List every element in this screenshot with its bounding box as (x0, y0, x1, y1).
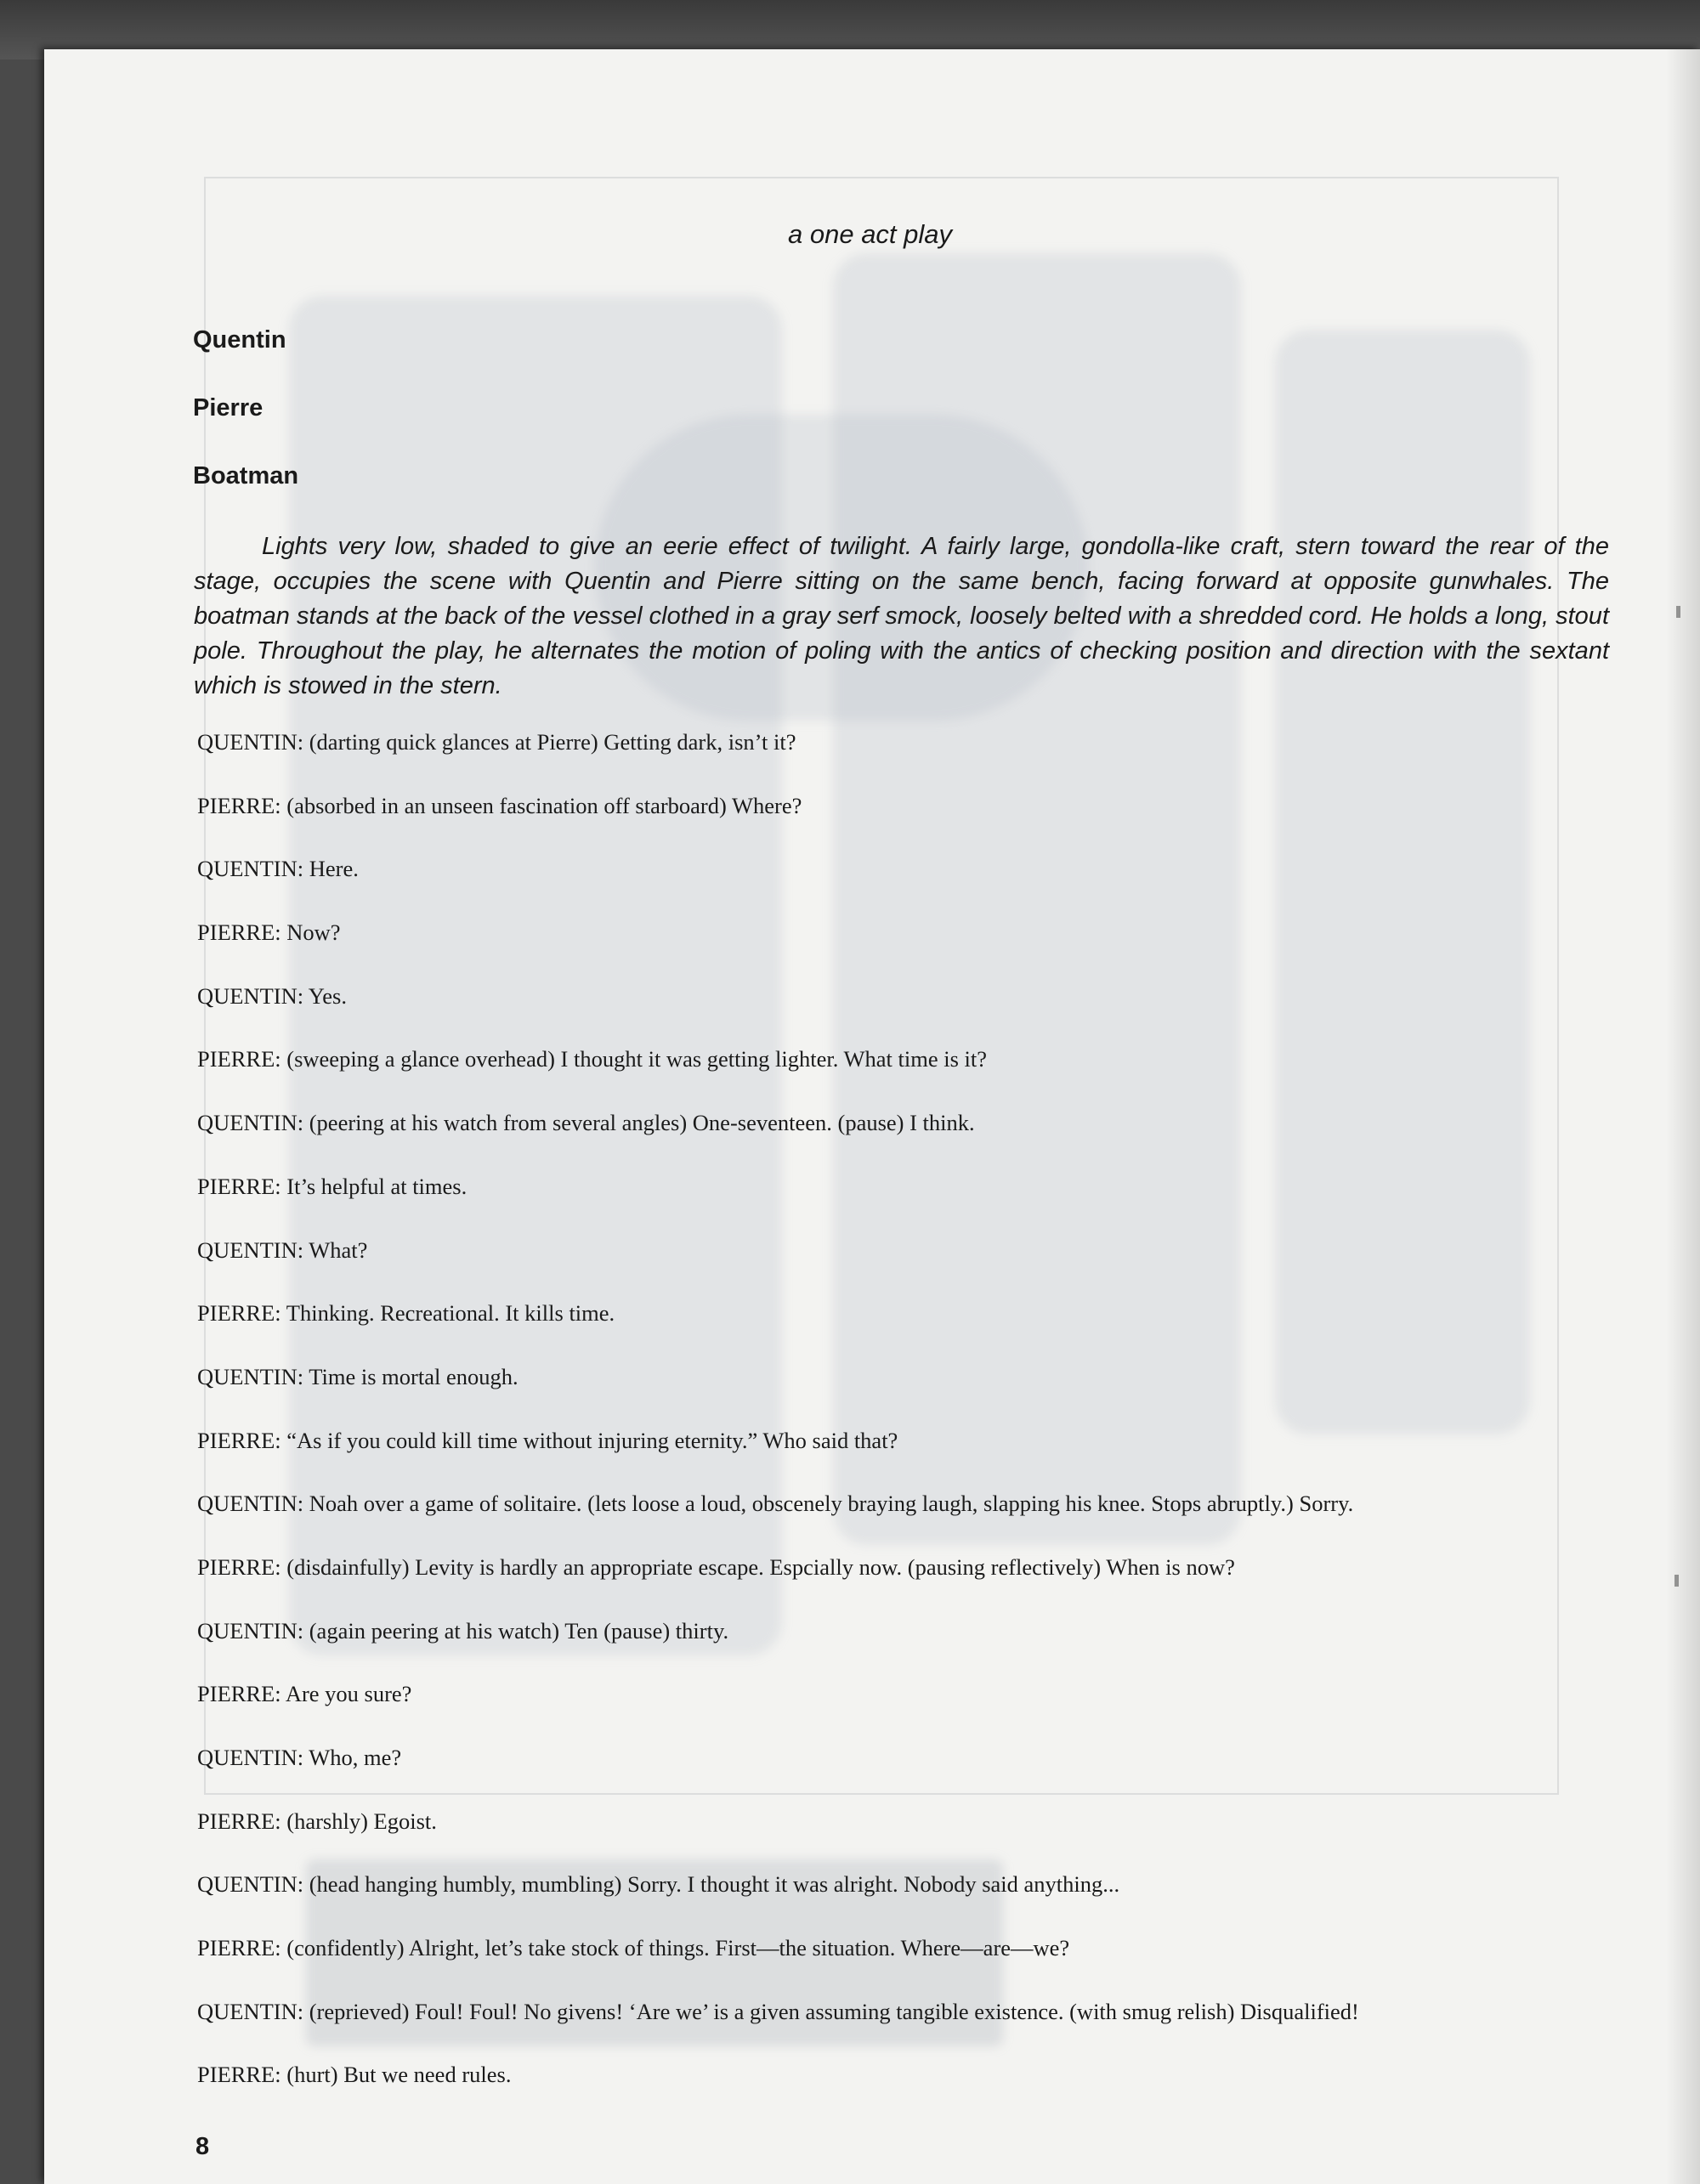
dialogue-line: QUENTIN: (reprieved) Foul! Foul! No givens! ‘Are we’ is a given assuming tangible existence. (with smug relish) Disqualified! (197, 1998, 1359, 2024)
dialogue-line: QUENTIN: Who, me? (197, 1745, 402, 1770)
dialogue-line: PIERRE: Now? (197, 919, 341, 946)
page-content (44, 49, 1700, 2184)
margin-mark (1676, 606, 1680, 618)
dialogue-line: PIERRE: (absorbed in an unseen fascination off starboard) Where? (197, 792, 802, 818)
dialogue-line: PIERRE: “As if you could kill time without injuring eternity.” Who said that? (197, 1427, 898, 1453)
dialogue-line: PIERRE: (disdainfully) Levity is hardly an appropriate escape. Espcially now. (pausing reflectively) When is now? (197, 1553, 1235, 1580)
margin-mark (1674, 1575, 1679, 1587)
character-name: Pierre (193, 394, 264, 422)
dialogue-line: QUENTIN: (darting quick glances at Pierre) Getting dark, isn’t it? (197, 729, 796, 755)
dialogue-line: PIERRE: Are you sure? (197, 1681, 412, 1707)
stage-direction: Lights very low, shaded to give an eerie effect of twilight. A fairly large, gondolla-like craft, stern toward the rear of the stage, occupies the scene with Quentin and Pierre sitting on the same bench, facing forward at opposite gunwhales. The boatman stands at the back of the vessel clothed in a gray serf smock, loosely belted with a shredded cord. He holds a long, stout pole. Throughout the play, he alternates the motion of poling with the antics of checking position and direction with the sextant which is stowed in the stern. (194, 533, 1609, 699)
page-number: 8 (196, 2133, 210, 2160)
document-page (44, 49, 1700, 2184)
dialogue-line: PIERRE: It’s helpful at times. (197, 1173, 468, 1199)
dialogue-line: QUENTIN: (again peering at his watch) Ten (pause) thirty. (197, 1617, 729, 1644)
dialogue-line: QUENTIN: (peering at his watch from several angles) One-seventeen. (pause) I think. (197, 1110, 975, 1136)
dialogue-line: QUENTIN: Noah over a game of solitaire. (lets loose a loud, obscenely braying laugh, slapping his knee. Stops abruptly.) Sorry. (197, 1491, 1354, 1517)
dialogue-line: QUENTIN: Yes. (197, 982, 347, 1009)
dialogue-line: PIERRE: Thinking. Recreational. It kills time. (197, 1300, 615, 1327)
dialogue-line: PIERRE: (harshly) Egoist. (197, 1808, 437, 1834)
dialogue-line: PIERRE: (sweeping a glance overhead) I thought it was getting lighter. What time is it? (197, 1046, 988, 1072)
dialogue-list (197, 727, 1651, 2124)
dialogue-line: PIERRE: (confidently) Alright, let’s take stock of things. First—the situation. Where—are—we? (197, 1935, 1070, 1961)
character-name: Quentin (193, 326, 286, 354)
dialogue-line: PIERRE: (hurt) But we need rules. (197, 2062, 512, 2088)
play-subtitle: a one act play (788, 219, 953, 249)
dialogue-line: QUENTIN: Here. (197, 856, 359, 882)
dialogue-line: QUENTIN: (head hanging humbly, mumbling) Sorry. I thought it was alright. Nobody said anything... (197, 1871, 1120, 1898)
dialogue-line: QUENTIN: What? (197, 1236, 368, 1263)
dialogue-line: QUENTIN: Time is mortal enough. (197, 1363, 518, 1389)
character-name: Boatman (193, 462, 299, 489)
character-list (193, 325, 298, 529)
